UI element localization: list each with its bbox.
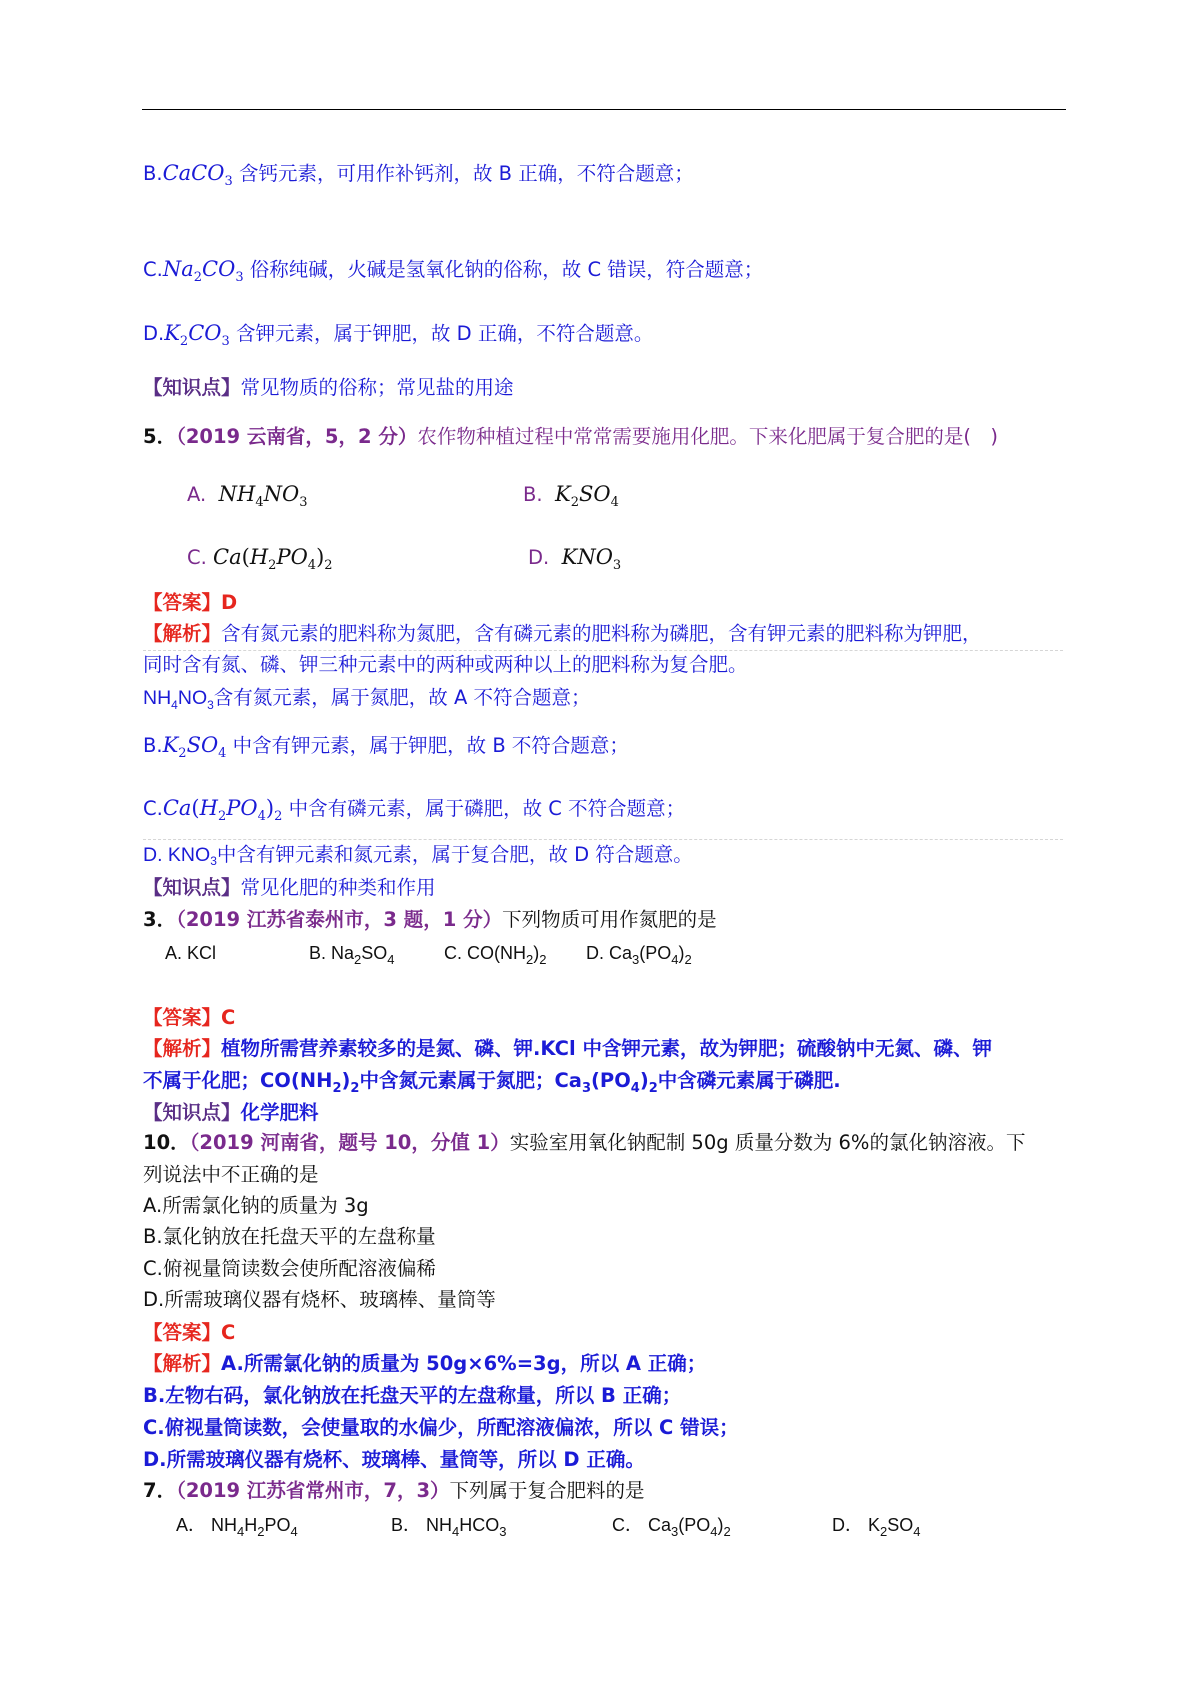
q5-jx4-prefix: B. [143,734,163,757]
q3-d-text: D. Ca [586,943,633,963]
q5-jx5-prefix: C. [143,797,163,820]
q4-c-prefix: C. [143,258,163,281]
q5-text: 农作物种植过程中常常需要施用化肥。下来化肥属于复合肥的是( ) [417,425,999,448]
answer-label: 【答案】 [143,1321,222,1344]
q5-option-c [187,544,333,571]
answer-label: 【答案】 [143,591,222,614]
analysis-text: 含有氮元素的肥料称为氮肥，含有磷元素的肥料称为磷肥，含有钾元素的肥料称为钾肥， [221,622,982,645]
header-rule [142,109,1066,110]
q5-knowledge-point [143,875,436,901]
q3-analysis-line2: 不属于化肥；$CO(NH_2)_2$中含氮元素属于氮肥；$Ca_3(PO_4)_2$中含磷元素属于磷肥. [143,1069,841,1096]
separator-dotted [143,839,1063,840]
q7-source: （2019 江苏省常州市，7，3） [176,1479,450,1502]
q7-stem [143,1478,645,1504]
q5-answer [143,590,237,616]
q7-text: 下列属于复合肥料的是 [449,1479,645,1502]
formula-k2so4: $K_2SO_4$ [554,482,619,510]
q5-analysis-line6 [143,842,693,874]
q10-stem-line1 [143,1130,1025,1156]
q4-c-text: 俗称纯碱，火碱是氢氧化钠的俗称，故 C 错误，符合题意； [249,258,764,281]
formula-na2co3: $Na_2CO_3$ [162,257,244,285]
answer-label: 【答案】 [143,1006,222,1029]
q7-option-b: B． $NH_4HCO_3$ [391,1515,507,1539]
q5-jx6-text: 中含有钾元素和氮元素，属于复合肥，故 D 符合题意。 [216,843,693,866]
kp-label: 【知识点】 [143,876,241,899]
q3-b-text: B. Na [309,943,355,963]
q10-option-d: D.所需玻璃仪器有烧杯、玻璃棒、量筒等 [143,1288,496,1311]
q7-c-text: C． Ca [612,1515,672,1535]
q4-option-d-explanation [143,320,653,347]
q5-d-label: D. [528,546,550,569]
q3-option-d: D. $Ca_3(PO_4)_2$ [586,943,692,967]
jx2-part-e: ) [639,1069,649,1092]
q5-option-d [528,544,621,571]
kp-text: 常见物质的俗称；常见盐的用途 [240,376,514,399]
q5-option-b [523,481,619,508]
kp-text: 常见化肥的种类和作用 [240,876,436,899]
q5-analysis-line1 [143,621,982,647]
q5-stem [143,424,998,450]
q5-number: 5． [143,425,177,448]
q5-analysis-line5 [143,795,685,822]
q5-analysis-line4 [143,732,629,759]
answer-value: C [221,1321,236,1344]
q5-analysis-line2: 同时含有氮、磷、钾三种元素中的两种或两种以上的肥料称为复合肥。 [143,653,748,676]
q4-d-prefix: D. [143,322,165,345]
q4-option-c-explanation [143,256,763,283]
q10-stem-line2: 列说法中不正确的是 [143,1163,319,1186]
formula-kno3: $KNO_3$ [561,545,622,573]
q7-d-text: D． K [832,1515,881,1535]
q4-option-b-explanation [143,160,694,187]
formula-ca-h2po4-2: $Ca(H_2PO_4)_2$ [213,545,333,573]
subscript-3: 3 [210,854,217,868]
q3-c-text: C. CO(NH [444,943,526,963]
q3-option-c: C. $CO(NH_2)_2$ [444,943,547,967]
q3-analysis-line1 [143,1036,992,1062]
q10-analysis-line2: B.左物右码，氯化钠放在托盘天平的左盘称量，所以 B 正确； [143,1384,682,1407]
separator-dotted [143,650,1063,651]
jx2-part-f: 中含磷元素属于磷肥. [657,1069,841,1092]
q5-jx5-text: 中含有磷元素，属于磷肥，故 C 不符合题意； [288,797,686,820]
q10-answer [143,1320,235,1346]
q10-option-a: A.所需氯化钠的质量为 3g [143,1194,369,1217]
kp-text: 化学肥料 [240,1101,319,1124]
q7-number: 7． [143,1479,177,1502]
q5-b-label: B. [523,483,543,506]
q7-option-c: C． $Ca_3(PO_4)_2$ [612,1515,731,1539]
formula-nh4no3: $NH_4NO_3$ [218,482,308,510]
formula-k2co3: $K_2CO_3$ [164,321,230,349]
q10-option-b: B.氯化钠放在托盘天平的左盘称量 [143,1225,436,1248]
q3-knowledge-point [143,1100,319,1126]
q10-number: 10． [143,1131,190,1154]
q7-option-a: A． $NH_4H_2PO_4$ [176,1515,298,1539]
q3-option-b: B. $Na_2SO_4$ [309,943,395,967]
q5-c-label: C. [187,546,207,569]
q3-option-a: A. KCl [165,943,217,963]
q10-analysis-line3: C.俯视量筒读数，会使量取的水偏少，所配溶液偏浓，所以 C 错误； [143,1416,739,1439]
q4-b-prefix: B. [143,162,163,185]
kp-label: 【知识点】 [143,376,241,399]
q5-a-label: A. [187,483,207,506]
analysis-text: A.所需氯化钠的质量为 50g×6%=3g，所以 A 正确； [221,1352,707,1375]
q10-analysis-line1 [143,1351,706,1377]
analysis-label: 【解析】 [143,1352,222,1375]
formula-k2so4-analysis: $K_2SO_4$ [162,733,227,761]
answer-value: D [221,591,238,614]
jx2-part-b: ) [341,1069,351,1092]
q10-option-c: C.俯视量筒读数会使所配溶液偏稀 [143,1257,436,1280]
kp-label: 【知识点】 [143,1101,241,1124]
q7-option-d: D． $K_2SO_4$ [832,1515,921,1539]
analysis-label: 【解析】 [143,1037,222,1060]
q3-answer [143,1005,235,1031]
jx2-part-d: (PO [591,1069,631,1092]
q5-source: （2019 云南省，5，2 分） [176,425,418,448]
q10-source: （2019 河南省，题号 10，分值 1） [189,1131,510,1154]
q5-jx3-text: 含有氮元素，属于氮肥，故 A 不符合题意； [213,686,591,709]
q10-analysis-line4: D.所需玻璃仪器有烧杯、玻璃棒、量筒等，所以 D 正确。 [143,1448,645,1471]
q5-jx4-text: 中含有钾元素，属于钾肥，故 B 不符合题意； [232,734,629,757]
analysis-label: 【解析】 [143,622,222,645]
formula-nh4no3-plain: $NH_4NO_3$ [143,687,214,712]
q7-a-text: A． NH [176,1515,238,1535]
q4-b-text: 含钙元素，可用作补钙剂，故 B 正确，不符合题意； [238,162,694,185]
jx2-part-a: 不属于化肥；CO(NH [143,1069,333,1092]
q5-option-a [187,481,307,508]
formula-caco3: CaCO$_3$ [162,161,233,189]
q4-knowledge-point [143,375,514,401]
q7-b-text: B． NH [391,1515,453,1535]
q3-text: 下列物质可用作氮肥的是 [502,908,717,931]
q10-text: 实验室用氧化钠配制 50g 质量分数为 6%的氯化钠溶液。下 [509,1131,1026,1154]
analysis-text: 植物所需营养素较多的是氮、磷、钾.KCl 中含钾元素，故为钾肥；硫酸钠中无氮、磷、钾 [221,1037,992,1060]
answer-value: C [221,1006,236,1029]
q3-number: 3． [143,908,177,931]
q4-d-text: 含钾元素，属于钾肥，故 D 正确，不符合题意。 [235,322,654,345]
q3-source: （2019 江苏省泰州市，3 题，1 分） [176,908,503,931]
formula-ca-h2po4-2-analysis: $Ca(H_2PO_4)_2$ [162,796,283,824]
q5-analysis-line3 [143,685,591,718]
jx2-part-c: 中含氮元素属于氮肥；Ca [359,1069,582,1092]
q5-jx6-prefix: D. KNO [143,844,211,866]
q3-stem [143,907,717,933]
